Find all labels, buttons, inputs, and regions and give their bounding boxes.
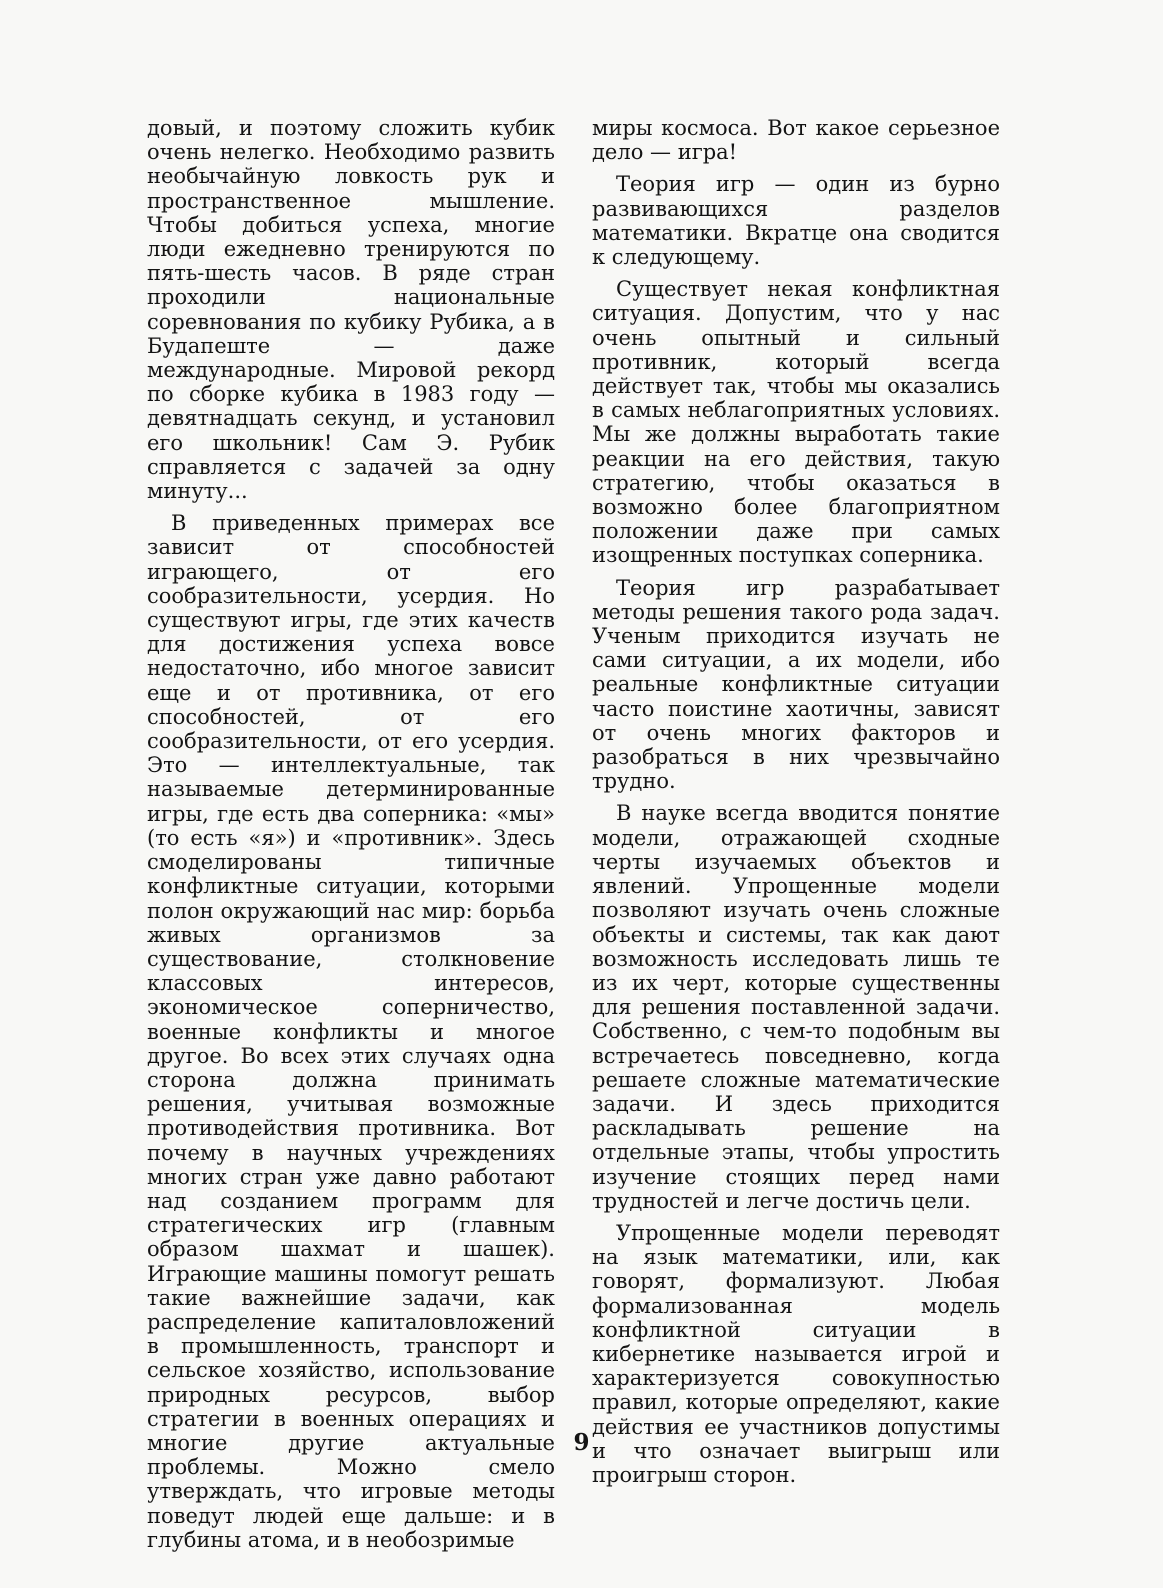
paragraph: Существует некая конфликтная ситуация. Допустим, что у нас очень опытный и сильный противник, который всегда действует так, чтобы мы оказались в самых неблагоприятных условиях. Мы же должны выработать такие реакции на его действия, такую стратегию, чтобы оказаться в возможно более благоприятном положении даже при самых изощренных поступках соперника. <box>592 277 1000 568</box>
page-number: 9 <box>573 1429 590 1456</box>
paragraph: В приведенных примерах все зависит от способностей играющего, от его сообразительности, усердия. Но существуют игры, где этих качеств для достижения успеха вовсе недостаточно, ибо многое зависит еще и от противника, от его способностей, от его сообразительности, от его усердия. Это — интеллектуальные, так называемые детерминированные игры, где есть два соперника: «мы» (то есть «я») и «противник». Здесь смоделированы типичные конфликтные ситуации, которыми полон окружающий нас мир: борьба живых организмов за существование, столкновение классовых интересов, экономическое соперничество, военные конфликты и многое другое. Во всех этих случаях одна сторона должна принимать решения, учитывая возможные противодействия противника. Вот почему в научных учреждениях многих стран уже давно работают над созданием программ для стратегических игр (главным образом шахмат и шашек). Играющие машины помогут решать такие важнейшие задачи, как распределение капиталовложений в промышленность, транспорт и сельское хозяйство, использование природных ресурсов, выбор стратегии в военных операциях и многие другие актуальные проблемы. Можно смело утверждать, что игровые методы поведут людей еще дальше: и в глубины атома, и в необозримые <box>147 511 555 1552</box>
left-text-column <box>147 116 555 1560</box>
paragraph-continued: миры космоса. Вот какое серьезное дело — игра! <box>592 116 1000 165</box>
paragraph-continued: довый, и поэтому сложить кубик очень нелегко. Необходимо развить необычайную ловкость рук и пространственное мышление. Чтобы добиться успеха, многие люди ежедневно тренируются по пять-шесть часов. В ряде стран проходили национальные соревнования по кубику Рубика, а в Будапеште — даже международные. Мировой рекорд по сборке кубика в 1983 году — девятнадцать секунд, и установил его школьник! Сам Э. Рубик справляется с задачей за одну минуту... <box>147 116 555 504</box>
paragraph: Упрощенные модели переводят на язык математики, или, как говорят, формализуют. Любая формализованная модель конфликтной ситуации в кибернетике называется игрой и характеризуется совокупностью правил, которые определяют, какие действия ее участников допустимы и что означает выигрыш или проигрыш сторон. <box>592 1220 1000 1487</box>
paragraph: Теория игр — один из бурно развивающихся разделов математики. Вкратце она сводится к следующему. <box>592 172 1000 270</box>
paragraph: В науке всегда вводится понятие модели, отражающей сходные черты изучаемых объектов и явлений. Упрощенные модели позволяют изучать очень сложные объекты и системы, так как дают возможность исследовать лишь те из их черт, которые существенны для решения поставленной задачи. Собственно, с чем-то подобным вы встречаетесь повседневно, когда решаете сложные математические задачи. И здесь приходится раскладывать решение на отдельные этапы, чтобы упростить изучение стоящих перед нами трудностей и легче достичь цели. <box>592 801 1000 1213</box>
paragraph: Теория игр разрабатывает методы решения такого рода задач. Ученым приходится изучать не сами ситуации, а их модели, ибо реальные конфликтные ситуации часто поистине хаотичны, зависят от очень многих факторов и разобраться в них чрезвычайно трудно. <box>592 575 1000 794</box>
right-text-column <box>592 116 1000 1495</box>
